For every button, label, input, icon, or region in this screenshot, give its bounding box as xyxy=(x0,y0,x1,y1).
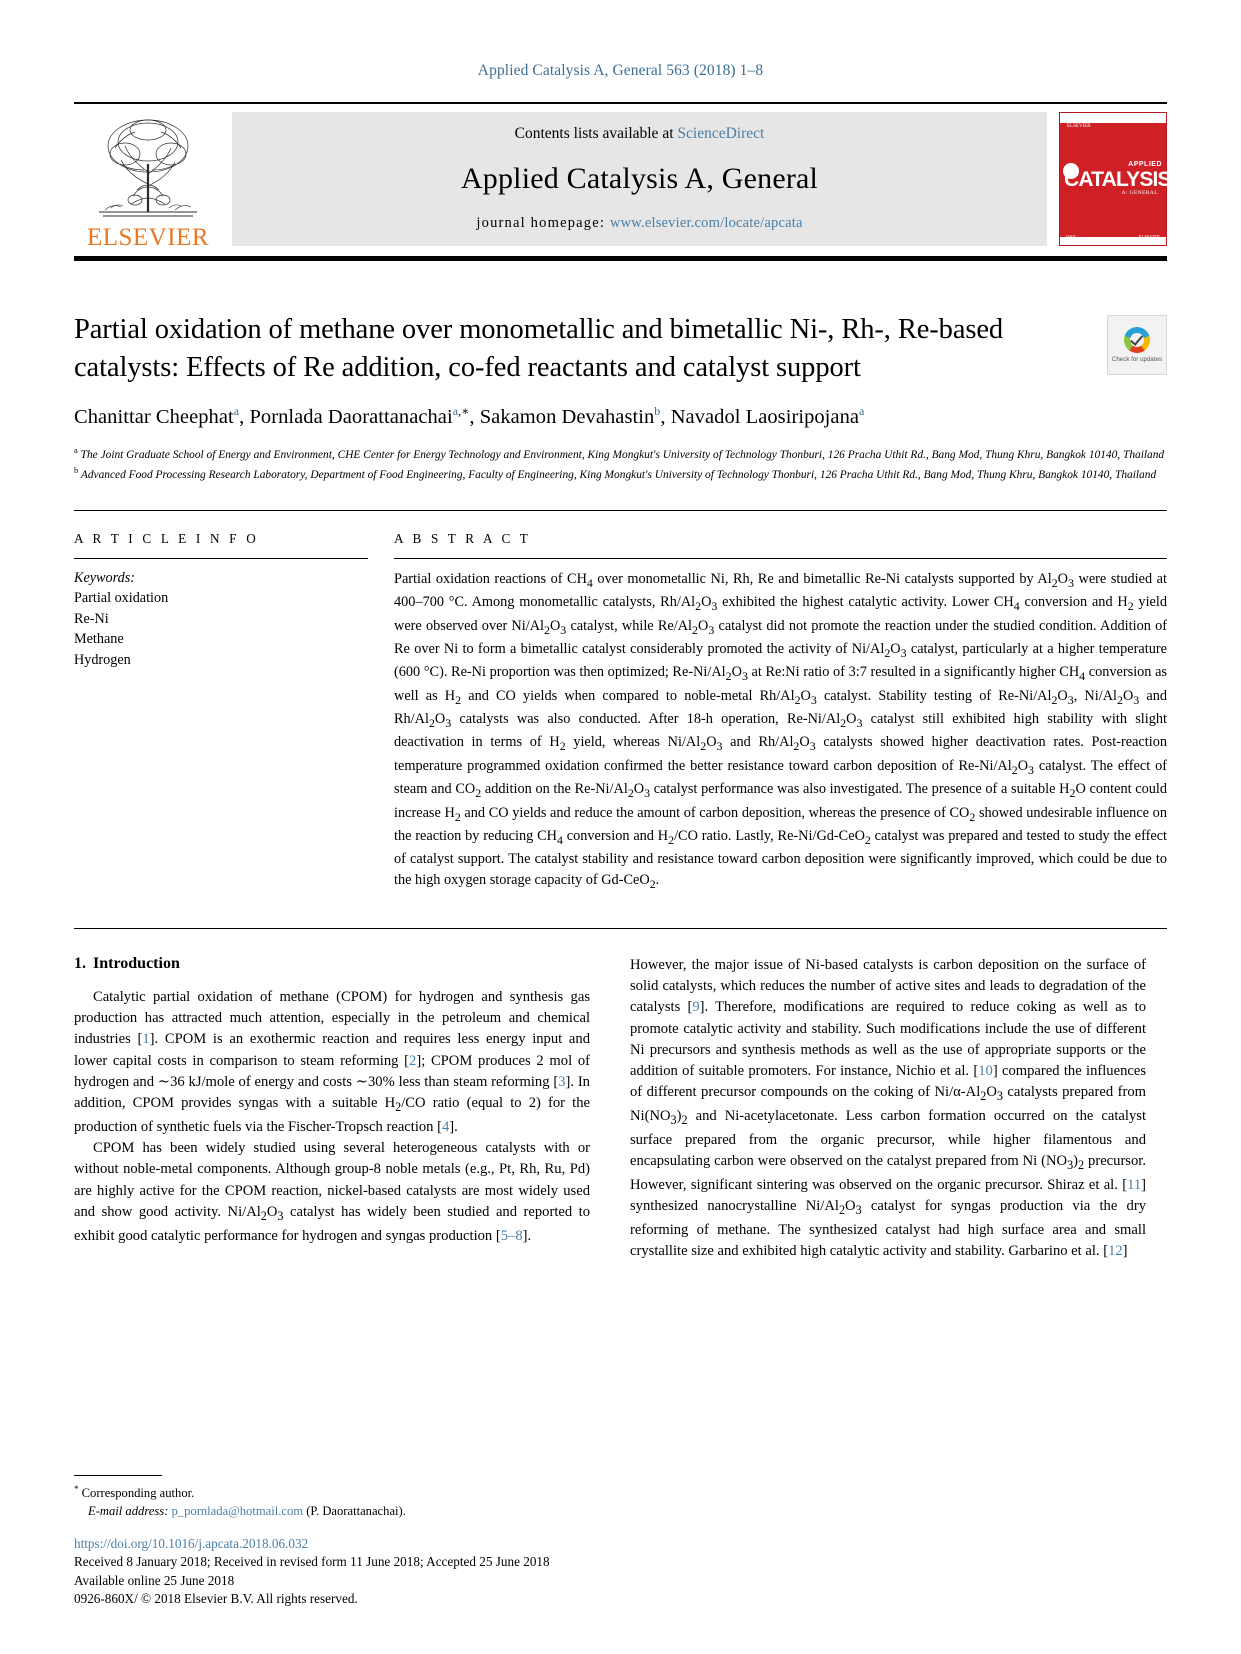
abstract-body xyxy=(394,569,1167,894)
abstract-text: Partial oxidation reactions of $CH_4$ over monometallic Ni, Rh, Re and bimetallic Re-Ni catalysts supported by $Al_2O_3$ were studied at 400–700 °C. Among monometallic catalysts, $Rh/Al_2O_3$ exhibited the highest catalytic activity. Lower $CH_4$ conversion and $H_2$ yield were observed over $Ni/Al_2O_3$ catalyst, while $Re/Al_2O_3$ catalyst did not promote the reaction under the studied condition. Addition of Re over Ni to form a bimetallic catalyst considerably promoted the activity of $Ni/Al_2O_3$ catalyst, particularly at a higher temperature (600 °C). Re-Ni proportion was then optimized; $Re-Ni/Al_2O_3$ at Re:Ni ratio of 3:7 resulted in a significantly higher $CH_4$ conversion as well as $H_2$ and CO yields when compared to noble-metal $Rh/Al_2O_3$ catalyst. Stability testing of $Re-Ni/Al_2O_3$, $Ni/Al_2O_3$ and $Rh/Al_2O_3$ catalysts was also conducted. After 18-h operation, $Re-Ni/Al_2O_3$ catalyst still exhibited high stability with slight deactivation in terms of $H_2$ yield, whereas $Ni/Al_2O_3$ and $Rh/Al_2O_3$ catalysts showed higher deactivation rates. Post-reaction temperature programmed oxidation confirmed the better resistance toward carbon deposition of $Re-Ni/Al_2O_3$ catalyst. The effect of steam and $CO_2$ addition on the $Re-Ni/Al_2O_3$ catalyst performance was also investigated. The presence of a suitable $H_2O$ content could increase $H_2$ and CO yields and reduce the amount of carbon deposition, whereas the presence of $CO_2$ showed undesirable influence on the reaction by reducing $CH_4$ conversion and $H_2/CO$ ratio. Lastly, Re-Ni/Gd-CeO$_2$ catalyst was prepared and tested to study the effect of catalyst support. The catalyst stability and resistance toward carbon deposition were significantly improved, which could be due to the high oxygen storage capacity of Gd-CeO$_2$. xyxy=(394,570,1168,892)
cover-top-strip xyxy=(1060,113,1166,123)
email-note xyxy=(74,1503,634,1521)
keyword-item: Re-Ni xyxy=(74,610,109,627)
page-title: Partial oxidation of methane over monometallic and bimetallic Ni-, Rh-, Re-based catalysts: Effects of Re addition, co-fed reactants and catalyst support xyxy=(74,314,1004,383)
keyword-item: Partial oxidation xyxy=(74,590,169,607)
journal-homepage-line xyxy=(476,215,802,232)
introduction-heading xyxy=(74,955,590,973)
keywords-block xyxy=(74,568,368,670)
affiliation-marker: b xyxy=(74,465,79,476)
sciencedirect-link[interactable]: ScienceDirect xyxy=(677,125,765,142)
affiliation-list xyxy=(74,444,1167,483)
received-dates: Received 8 January 2018; Received in revised form 11 June 2018; Accepted 25 June 2018 xyxy=(74,1554,550,1570)
cover-bottom-strip xyxy=(1060,237,1166,245)
info-abstract-section xyxy=(74,510,1167,894)
affiliation-marker: a xyxy=(74,445,78,456)
body-column-right xyxy=(630,955,1146,1263)
affiliation-item: $^b$ Advanced Food Processing Research Laboratory, Department of Food Engineering, Faculty of Engineering, King Mongkut's University of Technology Thonburi, 126 Pracha Uthit Rd., Bang Mod, Thung Khru, Bangkok 10140, Thailand xyxy=(74,465,1157,481)
footnote-rule xyxy=(74,1475,162,1476)
crossmark-label: Check for updates xyxy=(1111,355,1163,363)
author-affiliation-marker: a xyxy=(233,403,240,418)
author-name: Navadol Laosiripojana$^a$ xyxy=(670,403,865,428)
author-corresponding-marker: ,∗ xyxy=(458,403,470,418)
elsevier-tree-icon xyxy=(85,112,211,224)
author-name: Pornlada Daorattanachai$^{a,∗}$ xyxy=(249,403,470,428)
journal-cover-thumbnail xyxy=(1059,112,1171,246)
page-footer xyxy=(74,1475,634,1608)
doi-link[interactable]: https://doi.org/10.1016/j.apcata.2018.06.032 xyxy=(74,1536,309,1552)
article-info-rule xyxy=(74,558,368,559)
contents-prefix: Contents lists available at xyxy=(514,125,678,142)
intro-paragraph: CPOM has been widely studied using several heterogeneous catalysts with or without noble-metal components. Although group-8 noble metals (e.g., Pt, Rh, Ru, Pd) are highly active for the CPOM reaction, nickel-based catalysts are most widely used and show good activity. $Ni/Al_2O_3$ catalyst has widely been studied and reported to exhibit good catalytic performance for hydrogen and syngas production [5–8]. xyxy=(74,1140,591,1244)
abstract-column xyxy=(394,531,1167,894)
cover-brand-main: CATALYSIS xyxy=(1064,168,1171,191)
elsevier-logo xyxy=(74,104,222,254)
author-name: Sakamon Devahastin$^b$ xyxy=(479,403,661,428)
article-info-column xyxy=(74,531,394,894)
email-suffix: (P. Daorattanachai). xyxy=(306,1504,406,1519)
abstract-rule xyxy=(394,558,1167,559)
copyright-line: 0926-860X/ © 2018 Elsevier B.V. All rights reserved. xyxy=(74,1590,358,1606)
contents-available-line xyxy=(515,125,765,143)
section-number: 1. xyxy=(74,954,86,972)
corresponding-marker: * xyxy=(74,1484,79,1495)
corresponding-author-note xyxy=(74,1483,634,1503)
crossmark-ring-icon xyxy=(1124,327,1150,353)
keywords-label: Keywords: xyxy=(74,569,135,586)
journal-title: Applied Catalysis A, General xyxy=(460,162,819,195)
keyword-item: Methane xyxy=(74,631,124,648)
article-info-heading: A R T I C L E I N F O xyxy=(74,530,259,546)
author-affiliation-marker: a xyxy=(452,403,459,418)
intro-paragraph: Catalytic partial oxidation of methane (CPOM) for hydrogen and synthesis gas production has attracted much attention, especially in the petroleum and chemical industries [1]. CPOM is an exothermic reaction and requires less energy input and lower capital costs in comparison to steam reforming [2]; CPOM produces 2 mol of hydrogen and ∼36 kJ/mole of energy and costs ∼30% less than steam reforming [3]. In addition, CPOM provides syngas with a suitable $H_2/CO$ ratio (equal to 2) for the production of synthetic fuels via the Fischer-Tropsch reaction [4]. xyxy=(74,988,590,1135)
elsevier-wordmark: ELSEVIER xyxy=(86,224,210,251)
homepage-link[interactable]: www.elsevier.com/locate/apcata xyxy=(609,215,803,231)
author-list: Chanittar Cheephat$^a$, Pornlada Daorattanachai$^{a,∗}$, Sakamon Devahastin$^b$, Navadol Laosiripojana$^a$ xyxy=(74,403,865,428)
body-column-left xyxy=(74,955,590,1263)
available-online: Available online 25 June 2018 xyxy=(74,1572,235,1588)
section-title: Introduction xyxy=(93,954,180,972)
cover-brand-small: APPLIED xyxy=(1128,161,1162,168)
running-head: Applied Catalysis A, General 563 (2018) 1–8 xyxy=(477,62,764,79)
intro-paragraph: However, the major issue of Ni-based catalysts is carbon deposition on the surface of solid catalysts, which reduces the number of active sites and leads to degradation of the catalysts [9]. Therefore, modifications are required to reduce coking as well as to promote catalytic activity and stability. Such modifications include the use of different Ni precursors and synthesis methods as well as the use of appropriate supports or the addition of suitable promoters. For instance, Nichio et al. [10] compared the influences of different precursor compounds on the coking of $Ni/\alpha-Al_2O_3$ catalysts prepared from $Ni(NO_3)_2$ and Ni-acetylacetonate. Less carbon formation occurred on the catalyst surface prepared from the organic precursor, while higher filamentous and encapsulating carbon were observed on the catalyst prepared from Ni $(NO_3)_2$ precursor. However, significant sintering was observed on the organic precursor. Shiraz et al. [11] synthesized nanocrystalline $Ni/Al_2O_3$ catalyst for syngas production via the dry reforming of methane. The synthesized catalyst had high surface area and small crystallite size and exhibited high catalytic activity and stability. Garbarino et al. [12] xyxy=(630,956,1147,1260)
masthead-bottom-rule xyxy=(74,256,1167,261)
homepage-label: journal homepage: xyxy=(476,215,610,231)
abstract-heading: A B S T R A C T xyxy=(394,530,532,546)
publication-meta xyxy=(74,1535,634,1608)
author-affiliation-marker: b xyxy=(654,403,661,418)
masthead-center-panel xyxy=(232,112,1047,246)
crossmark-badge[interactable] xyxy=(1107,315,1167,375)
cover-brand-title xyxy=(1064,161,1171,192)
email-label: E-mail address: xyxy=(88,1504,169,1519)
cover-brand-sub: A: GENERAL xyxy=(1121,190,1158,196)
title-block xyxy=(74,311,1167,484)
cover-masthead-text: ELSEVIER xyxy=(1067,124,1091,129)
corresponding-text: Corresponding author. xyxy=(81,1486,195,1501)
email-link[interactable]: p_pornlada@hotmail.com xyxy=(171,1504,304,1519)
affiliation-item: $^a$ The Joint Graduate School of Energy and Environment, CHE Center for Energy Technology and Environment, King Mongkut's University of Technology Thonburi, 126 Pracha Uthit Rd., Bang Mod, Thung Khru, Bangkok 10140, Thailand xyxy=(74,445,1165,462)
author-affiliation-marker: a xyxy=(859,403,865,418)
journal-masthead xyxy=(74,102,1171,254)
author-name: Chanittar Cheephat$^a$ xyxy=(74,403,240,428)
body-columns xyxy=(74,928,1167,1263)
keyword-item: Hydrogen xyxy=(74,651,131,668)
